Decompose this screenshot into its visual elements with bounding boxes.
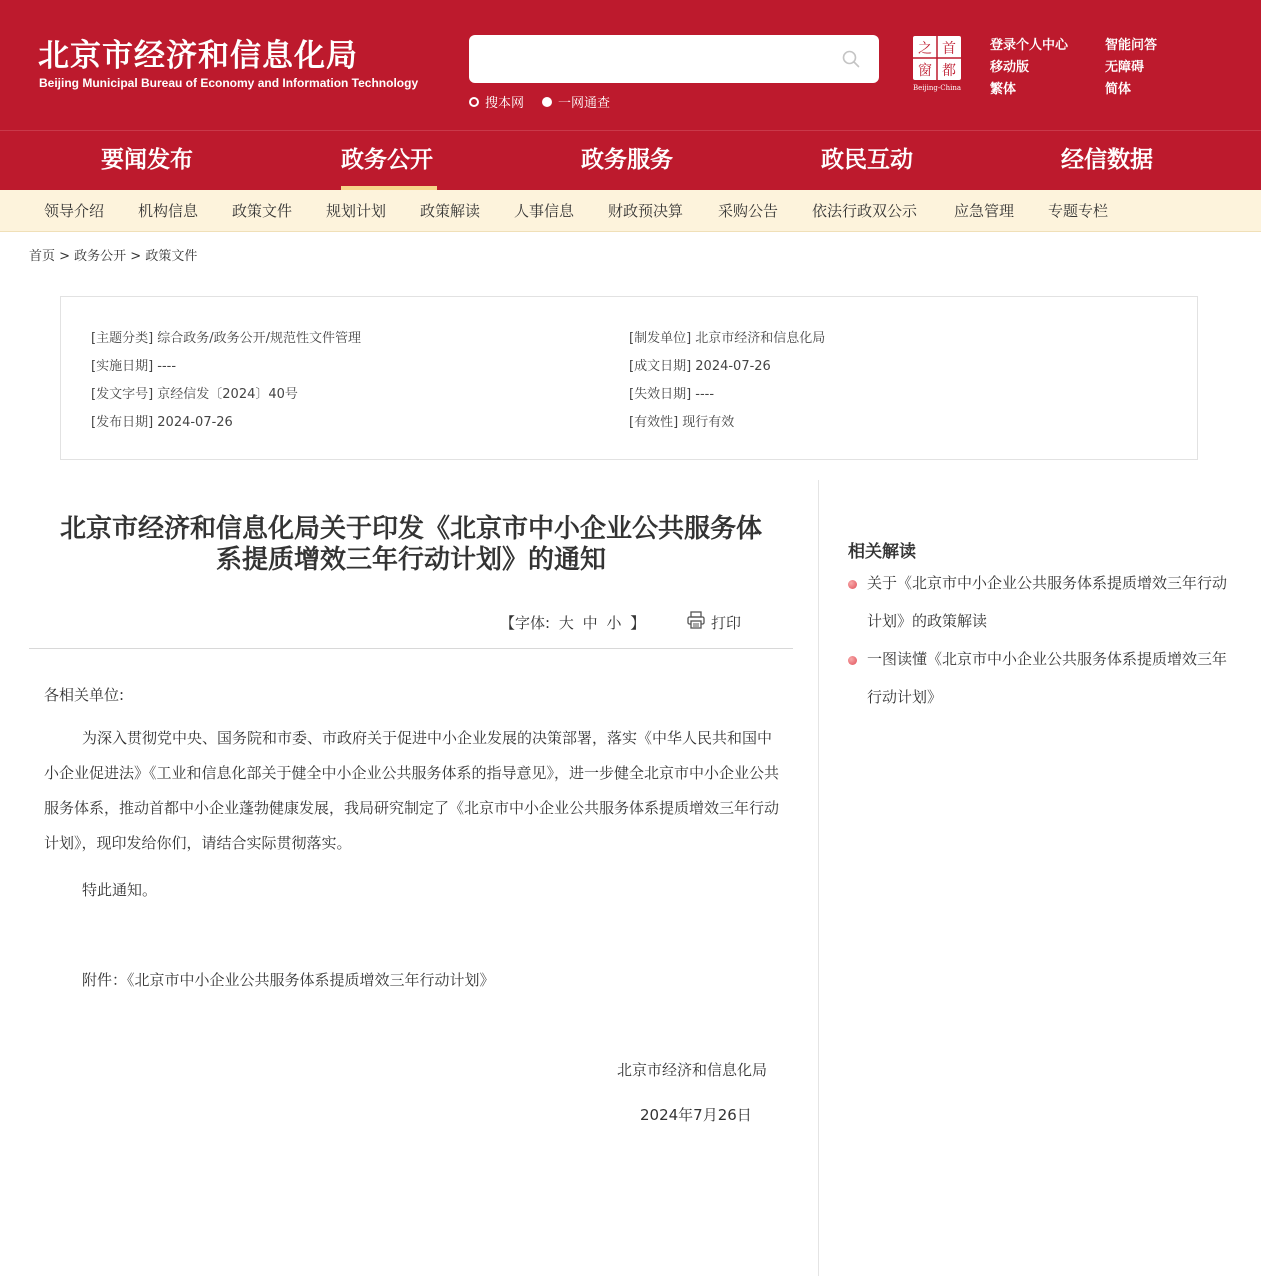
search-scope-all-label: 一网通查: [558, 96, 611, 111]
main-nav-interaction[interactable]: 政民互动: [821, 147, 913, 173]
capital-window-logo[interactable]: [909, 33, 965, 93]
printer-icon[interactable]: [686, 610, 706, 630]
attachment-link[interactable]: 附件：《北京市中小企业公共服务体系提质增效三年行动计划》: [82, 971, 495, 989]
search-scope-site[interactable]: [469, 92, 524, 111]
logo-caption: Beijing-China: [912, 84, 962, 92]
simplified-chinese-link[interactable]: 简体: [1105, 82, 1132, 97]
page-title: [29, 514, 793, 576]
sub-nav-item[interactable]: 人事信息: [514, 202, 575, 220]
main-nav-news[interactable]: 要闻发布: [101, 147, 193, 173]
search-scope-all[interactable]: [542, 92, 610, 111]
meta-topic: [主题分类] 综合政务/政务公开/规范性文件管理: [91, 331, 362, 346]
related-item[interactable]: 一图读懂《北京市中小企业公共服务体系提质增效三年行动计划》: [867, 650, 1228, 706]
meta-publish-date: [发布日期] 2024-07-26: [91, 415, 233, 430]
logo-char: 首: [942, 41, 956, 57]
sub-nav-item[interactable]: 政策解读: [420, 202, 481, 220]
related-item[interactable]: 关于《北京市中小企业公共服务体系提质增效三年行动计划》的政策解读: [867, 574, 1228, 630]
main-nav-services[interactable]: 政务服务: [581, 147, 673, 173]
font-size-large-button[interactable]: 大: [558, 614, 574, 632]
page-title-line: 系提质增效三年行动计划》的通知: [215, 545, 606, 575]
font-size-close: 】: [630, 614, 646, 632]
sub-nav-item[interactable]: 领导介绍: [44, 202, 105, 220]
closing-notice: 特此通知。: [82, 881, 158, 899]
meta-validity: [有效性] 现行有效: [629, 415, 735, 430]
logo-char: 都: [942, 63, 956, 79]
smart-qa-link[interactable]: 智能问答: [1105, 38, 1158, 53]
meta-created-date: [成文日期] 2024-07-26: [629, 359, 771, 374]
mobile-link[interactable]: 移动版: [990, 60, 1030, 75]
salutation: 各相关单位:: [44, 686, 125, 704]
logo-char: 之: [918, 41, 932, 57]
site-logo-title[interactable]: 北京市经济和信息化局: [38, 38, 358, 74]
meta-expiry-date: [失效日期] ----: [629, 387, 715, 402]
traditional-chinese-link[interactable]: 繁体: [990, 82, 1017, 97]
related-interpretation-heading: 相关解读: [848, 542, 916, 562]
sub-nav-item[interactable]: 应急管理: [954, 202, 1015, 220]
sub-nav-item[interactable]: 机构信息: [138, 202, 199, 220]
search-box: [469, 35, 879, 83]
site-logo-subtitle: Beijing Municipal Bureau of Economy and Information Technology: [39, 76, 419, 90]
radio-icon: [469, 97, 479, 107]
breadcrumb[interactable]: 首页 > 政务公开 > 政策文件: [29, 249, 198, 264]
logo-char: 窗: [918, 63, 932, 79]
search-input[interactable]: [479, 43, 829, 75]
bullet-icon: [848, 656, 857, 665]
document-meta-box: [60, 296, 1198, 460]
bullet-icon: [848, 580, 857, 589]
sub-nav-item[interactable]: 采购公告: [718, 202, 779, 220]
search-icon[interactable]: [842, 50, 860, 68]
font-size-label: 【字体:: [500, 614, 551, 632]
meta-doc-number: [发文字号] 京经信发〔2024〕40号: [91, 387, 298, 402]
search-scope-site-label: 搜本网: [485, 96, 525, 111]
sub-nav-item[interactable]: 财政预决算: [608, 202, 684, 220]
page-title-line: 北京市经济和信息化局关于印发《北京市中小企业公共服务体: [59, 514, 762, 544]
title-divider: [29, 648, 793, 649]
font-size-small-button[interactable]: 小: [606, 614, 622, 632]
signature-date: 2024年7月26日: [640, 1106, 752, 1124]
main-nav-open-affairs[interactable]: 政务公开: [341, 147, 433, 173]
sub-nav-item[interactable]: 专题专栏: [1048, 202, 1109, 220]
meta-issuer: [制发单位] 北京市经济和信息化局: [629, 331, 826, 346]
font-size-medium-button[interactable]: 中: [582, 614, 598, 632]
sub-nav-item[interactable]: 依法行政双公示: [812, 202, 918, 220]
column-divider: [818, 480, 819, 1276]
body-paragraph: 为深入贯彻党中央、国务院和市委、市政府关于促进中小企业发展的决策部署，落实《中华人民共和国中小企业促进法》《工业和信息化部关于健全中小企业公共服务体系的指导意见》，进一步健全北京市中小企业公共服务体系，推动首都中小企业蓬勃健康发展，我局研究制定了《北京市中小企业公共服务体系提质增效三年行动计划》，现印发给你们，请结合实际贯彻落实。: [44, 729, 780, 852]
radio-icon: [542, 97, 552, 107]
sub-nav-item[interactable]: 规划计划: [326, 202, 387, 220]
sub-nav-item[interactable]: 政策文件: [232, 202, 293, 220]
main-nav-data[interactable]: 经信数据: [1061, 147, 1153, 173]
print-button[interactable]: 打印: [711, 614, 742, 632]
meta-effective-date: [实施日期] ----: [91, 359, 177, 374]
font-size-control: [498, 612, 647, 633]
login-link[interactable]: 登录个人中心: [990, 38, 1069, 53]
accessibility-link[interactable]: 无障碍: [1105, 60, 1145, 75]
signature-issuer: 北京市经济和信息化局: [617, 1061, 768, 1079]
